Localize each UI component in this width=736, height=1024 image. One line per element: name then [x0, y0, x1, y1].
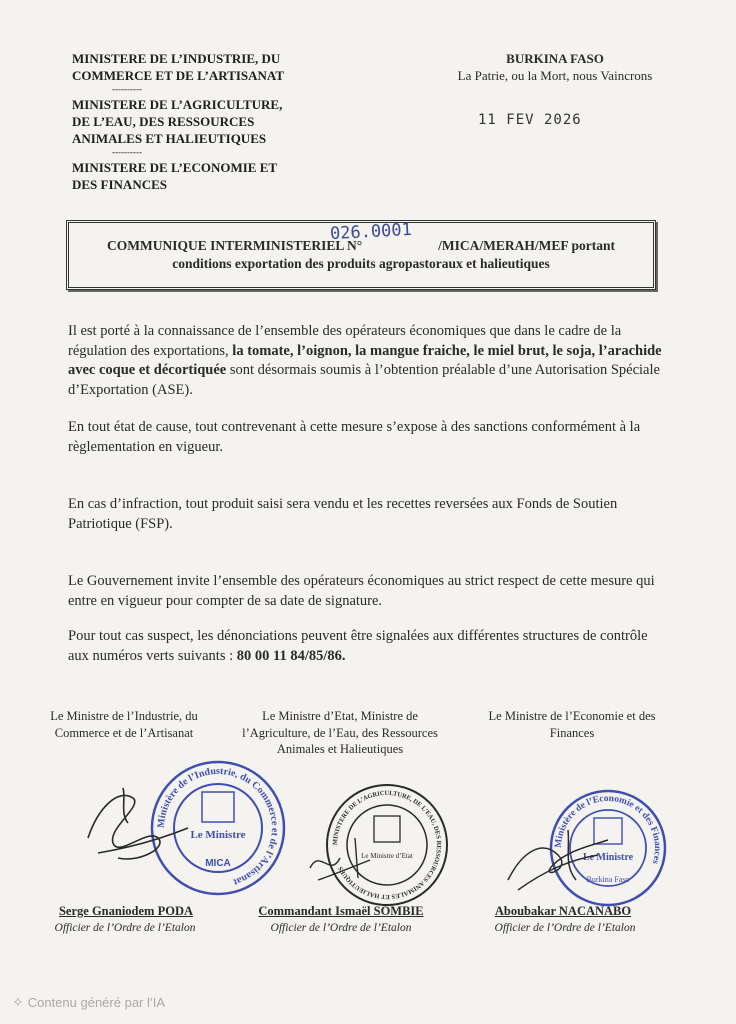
stamp-ring-text: Ministère de l’Economie et des Finances [553, 793, 663, 866]
paragraph-2: En tout état de cause, tout contrevenant à cette mesure s’expose à des sanctions conformément à la règlementation en vigueur. [68, 419, 641, 455]
p1-text-end: sont désormais soumis à l’obtention préalable d’une Autorisation Spéciale d’Exportation (ASE). [68, 362, 660, 398]
signatory-1-distinction: Officier de l’Ordre de l’Etalon [54, 922, 196, 934]
date-stamp: 11 FEV 2026 [478, 112, 582, 128]
ai-generated-note [12, 994, 165, 1011]
stamp-center-text: Le Ministre [582, 852, 634, 863]
paragraph-1 [68, 322, 668, 400]
signatory-2-title: Le Ministre d’Etat, Ministre de l’Agriculture, de l’Eau, des Ressources Animales et Halieutiques [242, 709, 438, 756]
signatory-1-title: Le Ministre de l’Industrie, du Commerce et de l’Artisanat [50, 709, 198, 740]
paragraph-4: Le Gouvernement invite l’ensemble des opérateurs économiques au strict respect de cette mesure qui entre en vigueur pour compter de sa date de signature. [68, 573, 655, 609]
signatory-3-distinction: Officier de l’Ordre de l’Etalon [494, 922, 636, 934]
title-prefix: COMMUNIQUE INTERMINISTERIEL N° [106, 238, 363, 253]
stamp-center-text: Le Ministre [190, 829, 246, 841]
paragraph-5 [68, 627, 668, 666]
separator: ---------- [112, 84, 142, 94]
ministry-2: MINISTERE DE L’AGRICULTURE, DE L’EAU, DES RESSOURCES ANIMALES ET HALIEUTIQUES [72, 97, 283, 146]
signature-1 [78, 768, 198, 878]
paragraph-3: En cas d’infraction, tout produit saisi sera vendu et les recettes reversées aux Fonds de Soutien Patriotique (FSP). [68, 496, 618, 532]
signatory-1-name: Serge Gnaniodem PODA [58, 904, 194, 918]
p1-text: Il est porté à la connaissance de l’ensemble des opérateurs économiques que dans le cadre de la régulation des exportations, [68, 323, 622, 359]
ministry-3: MINISTERE DE L’ECONOMIE ET DES FINANCES [72, 160, 277, 192]
stamp-ring-text: MINISTERE DE L’AGRICULTURE, DE L’EAU, DES RESSOURCES ANIMALES ET HALIEUTIQUES [331, 789, 443, 901]
country-name: BURKINA FASO [506, 51, 604, 66]
sparkle-icon: ✧ [12, 994, 24, 1010]
ai-note-text: Contenu généré par l’IA [27, 995, 166, 1010]
signatory-3-name: Aboubakar NACANABO [494, 904, 632, 918]
signature-2 [300, 818, 390, 898]
communique-body [68, 322, 668, 666]
stamp-bottom-text: Burkina Faso [586, 875, 630, 884]
national-motto: La Patrie, ou la Mort, nous Vaincrons [457, 68, 653, 83]
stamp-center-text: Le Ministre d’Etat [361, 852, 413, 860]
ministries-header [72, 50, 302, 193]
stamp-ring-text: Ministère de l’Industrie, du Commerce et de l’Artisanat [155, 765, 281, 888]
handwritten-number: 026.0001 [329, 219, 413, 245]
p1-products: la tomate, l’oignon, la mangue fraiche, le miel brut, le soja, l’arachide avec coque et décortiquée [68, 342, 662, 378]
coat-of-arms-icon [202, 792, 234, 822]
signatory-2-name: Commandant Ismaël SOMBIE [258, 904, 424, 918]
stamp-bottom-text: MICA [205, 858, 231, 869]
signatory-3-title: Le Ministre de l’Economie et des Finances [488, 709, 656, 740]
ministry-1: MINISTERE DE L’INDUSTRIE, DU COMMERCE ET DE L’ARTISANAT [72, 51, 285, 83]
title-suffix: /MICA/MERAH/MEF portant [438, 238, 616, 253]
country-header [440, 50, 670, 84]
separator: ---------- [112, 147, 142, 157]
signature-3 [498, 810, 618, 900]
title-line-2: conditions exportation des produits agropastoraux et halieutiques [172, 256, 550, 271]
signatory-2-distinction: Officier de l’Ordre de l’Etalon [270, 922, 412, 934]
green-numbers: 80 00 11 84/85/86. [236, 647, 346, 664]
p5-text: Pour tout cas suspect, les dénonciations peuvent être signalées aux différentes structures de contrôle aux numéros verts suivants : [68, 628, 648, 664]
